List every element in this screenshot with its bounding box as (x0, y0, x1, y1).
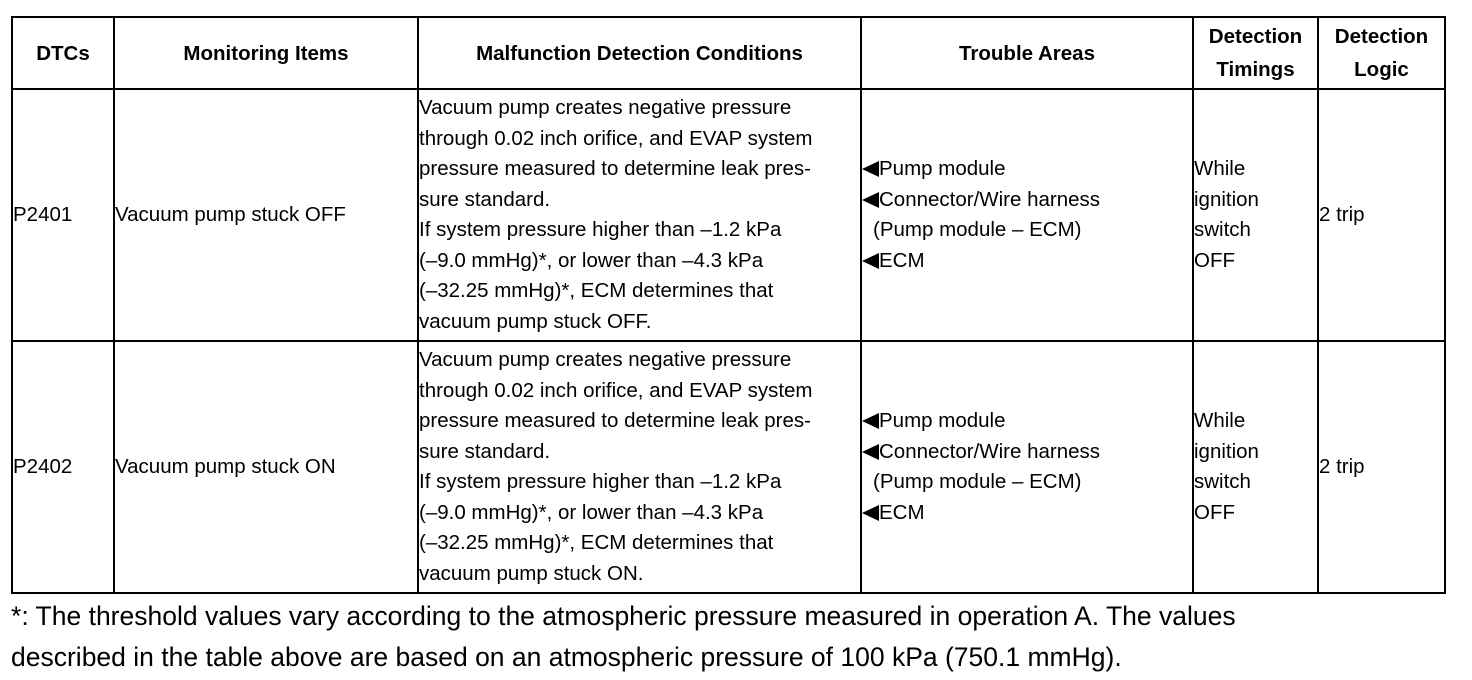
condition-line: vacuum pump stuck OFF. (419, 309, 652, 333)
condition-line: pressure measured to determine leak pres- (419, 157, 811, 180)
condition-line: Vacuum pump creates negative pressure (419, 348, 792, 371)
condition-line: (–32.25 mmHg)*, ECM determines that (419, 531, 774, 554)
trouble-area-item (862, 406, 1192, 437)
condition-line: through 0.02 inch orifice, and EVAP system (419, 126, 813, 150)
trouble-areas (861, 341, 1193, 593)
table-row (12, 341, 1445, 593)
table-row (12, 89, 1445, 341)
condition-line: pressure measured to determine leak pres- (419, 409, 811, 432)
trouble-area-label: ECM (879, 500, 925, 524)
condition-line: Vacuum pump creates negative pressure (419, 96, 792, 119)
timing-line: switch (1194, 470, 1251, 493)
timing-line: OFF (1194, 248, 1235, 272)
monitoring-item: Vacuum pump stuck OFF (114, 89, 418, 341)
condition-line: (–32.25 mmHg)*, ECM determines that (419, 279, 774, 302)
header-trouble-areas: Trouble Areas (861, 17, 1193, 89)
trouble-area-item (862, 498, 1192, 529)
trouble-area-item (862, 185, 1192, 216)
footnote (11, 596, 1456, 678)
trouble-area-sub: (Pump module – ECM) (873, 470, 1082, 493)
condition-line: sure standard. (419, 439, 551, 463)
trouble-area-sub: (Pump module – ECM) (873, 218, 1082, 241)
dtc-table (11, 16, 1446, 594)
header-timings-line: Timings (1216, 58, 1295, 81)
condition-line: through 0.02 inch orifice, and EVAP system (419, 378, 813, 402)
trouble-area-label: ECM (879, 248, 925, 272)
timing-line: While (1194, 157, 1246, 180)
detection-timing (1193, 341, 1318, 593)
timing-line: OFF (1194, 500, 1235, 524)
header-logic-line: Detection (1334, 25, 1429, 48)
header-monitoring-items: Monitoring Items (114, 17, 418, 89)
bullet-triangle-icon (862, 253, 879, 269)
trouble-area-item (862, 437, 1192, 468)
header-conditions: Malfunction Detection Conditions (418, 17, 861, 89)
footnote-line: described in the table above are based on an atmospheric pressure of 100 kPa (750.1 mmHg). (11, 642, 1122, 672)
header-timings-line: Detection (1208, 25, 1303, 48)
condition-line: sure standard. (419, 187, 551, 211)
trouble-areas (861, 89, 1193, 341)
dtc-code: P2401 (12, 89, 114, 341)
dtc-code: P2402 (12, 341, 114, 593)
detection-conditions (418, 341, 861, 593)
timing-line: ignition (1194, 439, 1259, 463)
monitoring-item: Vacuum pump stuck ON (114, 341, 418, 593)
timing-line: switch (1194, 218, 1251, 241)
detection-conditions (418, 89, 861, 341)
condition-line: (–9.0 mmHg)*, or lower than –4.3 kPa (419, 248, 764, 272)
timing-line: ignition (1194, 187, 1259, 211)
header-dtcs: DTCs (12, 17, 114, 89)
header-detection-logic (1318, 17, 1445, 89)
bullet-triangle-icon (862, 444, 879, 460)
trouble-area-label: Pump module (879, 157, 1006, 180)
timing-line: While (1194, 409, 1246, 432)
condition-line: If system pressure higher than –1.2 kPa (419, 218, 782, 241)
condition-line: If system pressure higher than –1.2 kPa (419, 470, 782, 493)
bullet-triangle-icon (862, 505, 879, 521)
trouble-area-label: Connector/Wire harness (879, 439, 1101, 463)
bullet-triangle-icon (862, 192, 879, 208)
detection-timing (1193, 89, 1318, 341)
header-detection-timings (1193, 17, 1318, 89)
trouble-area-item (862, 246, 1192, 277)
header-row (12, 17, 1445, 89)
detection-logic: 2 trip (1318, 89, 1445, 341)
footnote-line: *: The threshold values vary according to the atmospheric pressure measured in operation A. The values (11, 601, 1236, 631)
condition-line: vacuum pump stuck ON. (419, 561, 644, 585)
bullet-triangle-icon (862, 413, 879, 429)
trouble-area-label: Pump module (879, 409, 1006, 432)
header-logic-line: Logic (1354, 58, 1409, 81)
trouble-area-item (862, 154, 1192, 185)
trouble-area-label: Connector/Wire harness (879, 187, 1101, 211)
condition-line: (–9.0 mmHg)*, or lower than –4.3 kPa (419, 500, 764, 524)
detection-logic: 2 trip (1318, 341, 1445, 593)
bullet-triangle-icon (862, 161, 879, 177)
